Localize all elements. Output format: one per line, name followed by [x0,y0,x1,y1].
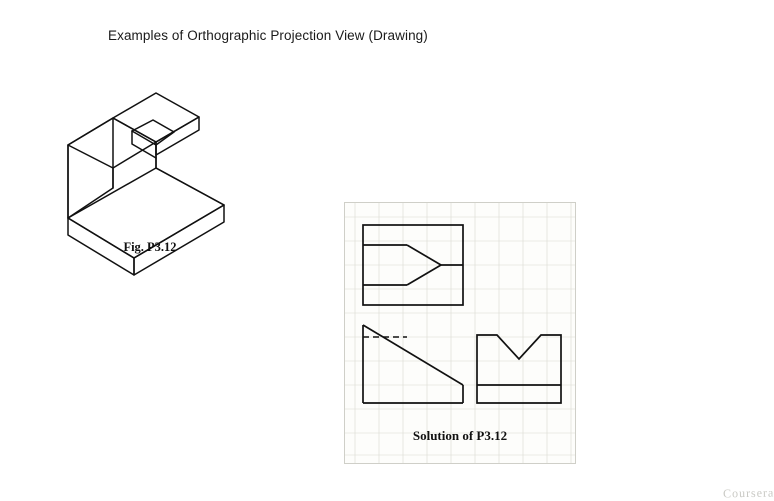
orthographic-solution-figure [344,202,774,501]
watermark-text: Coursera [722,485,774,501]
figure-caption-pictorial: Fig. P3.12 [123,240,177,254]
page-title: Examples of Orthographic Projection View (Drawing) [108,28,428,43]
orthographic-solution-svg [345,203,575,463]
figure-caption-solution: Solution of P3.12 [412,428,508,443]
side-view [477,335,561,403]
grid-lines [345,203,575,463]
